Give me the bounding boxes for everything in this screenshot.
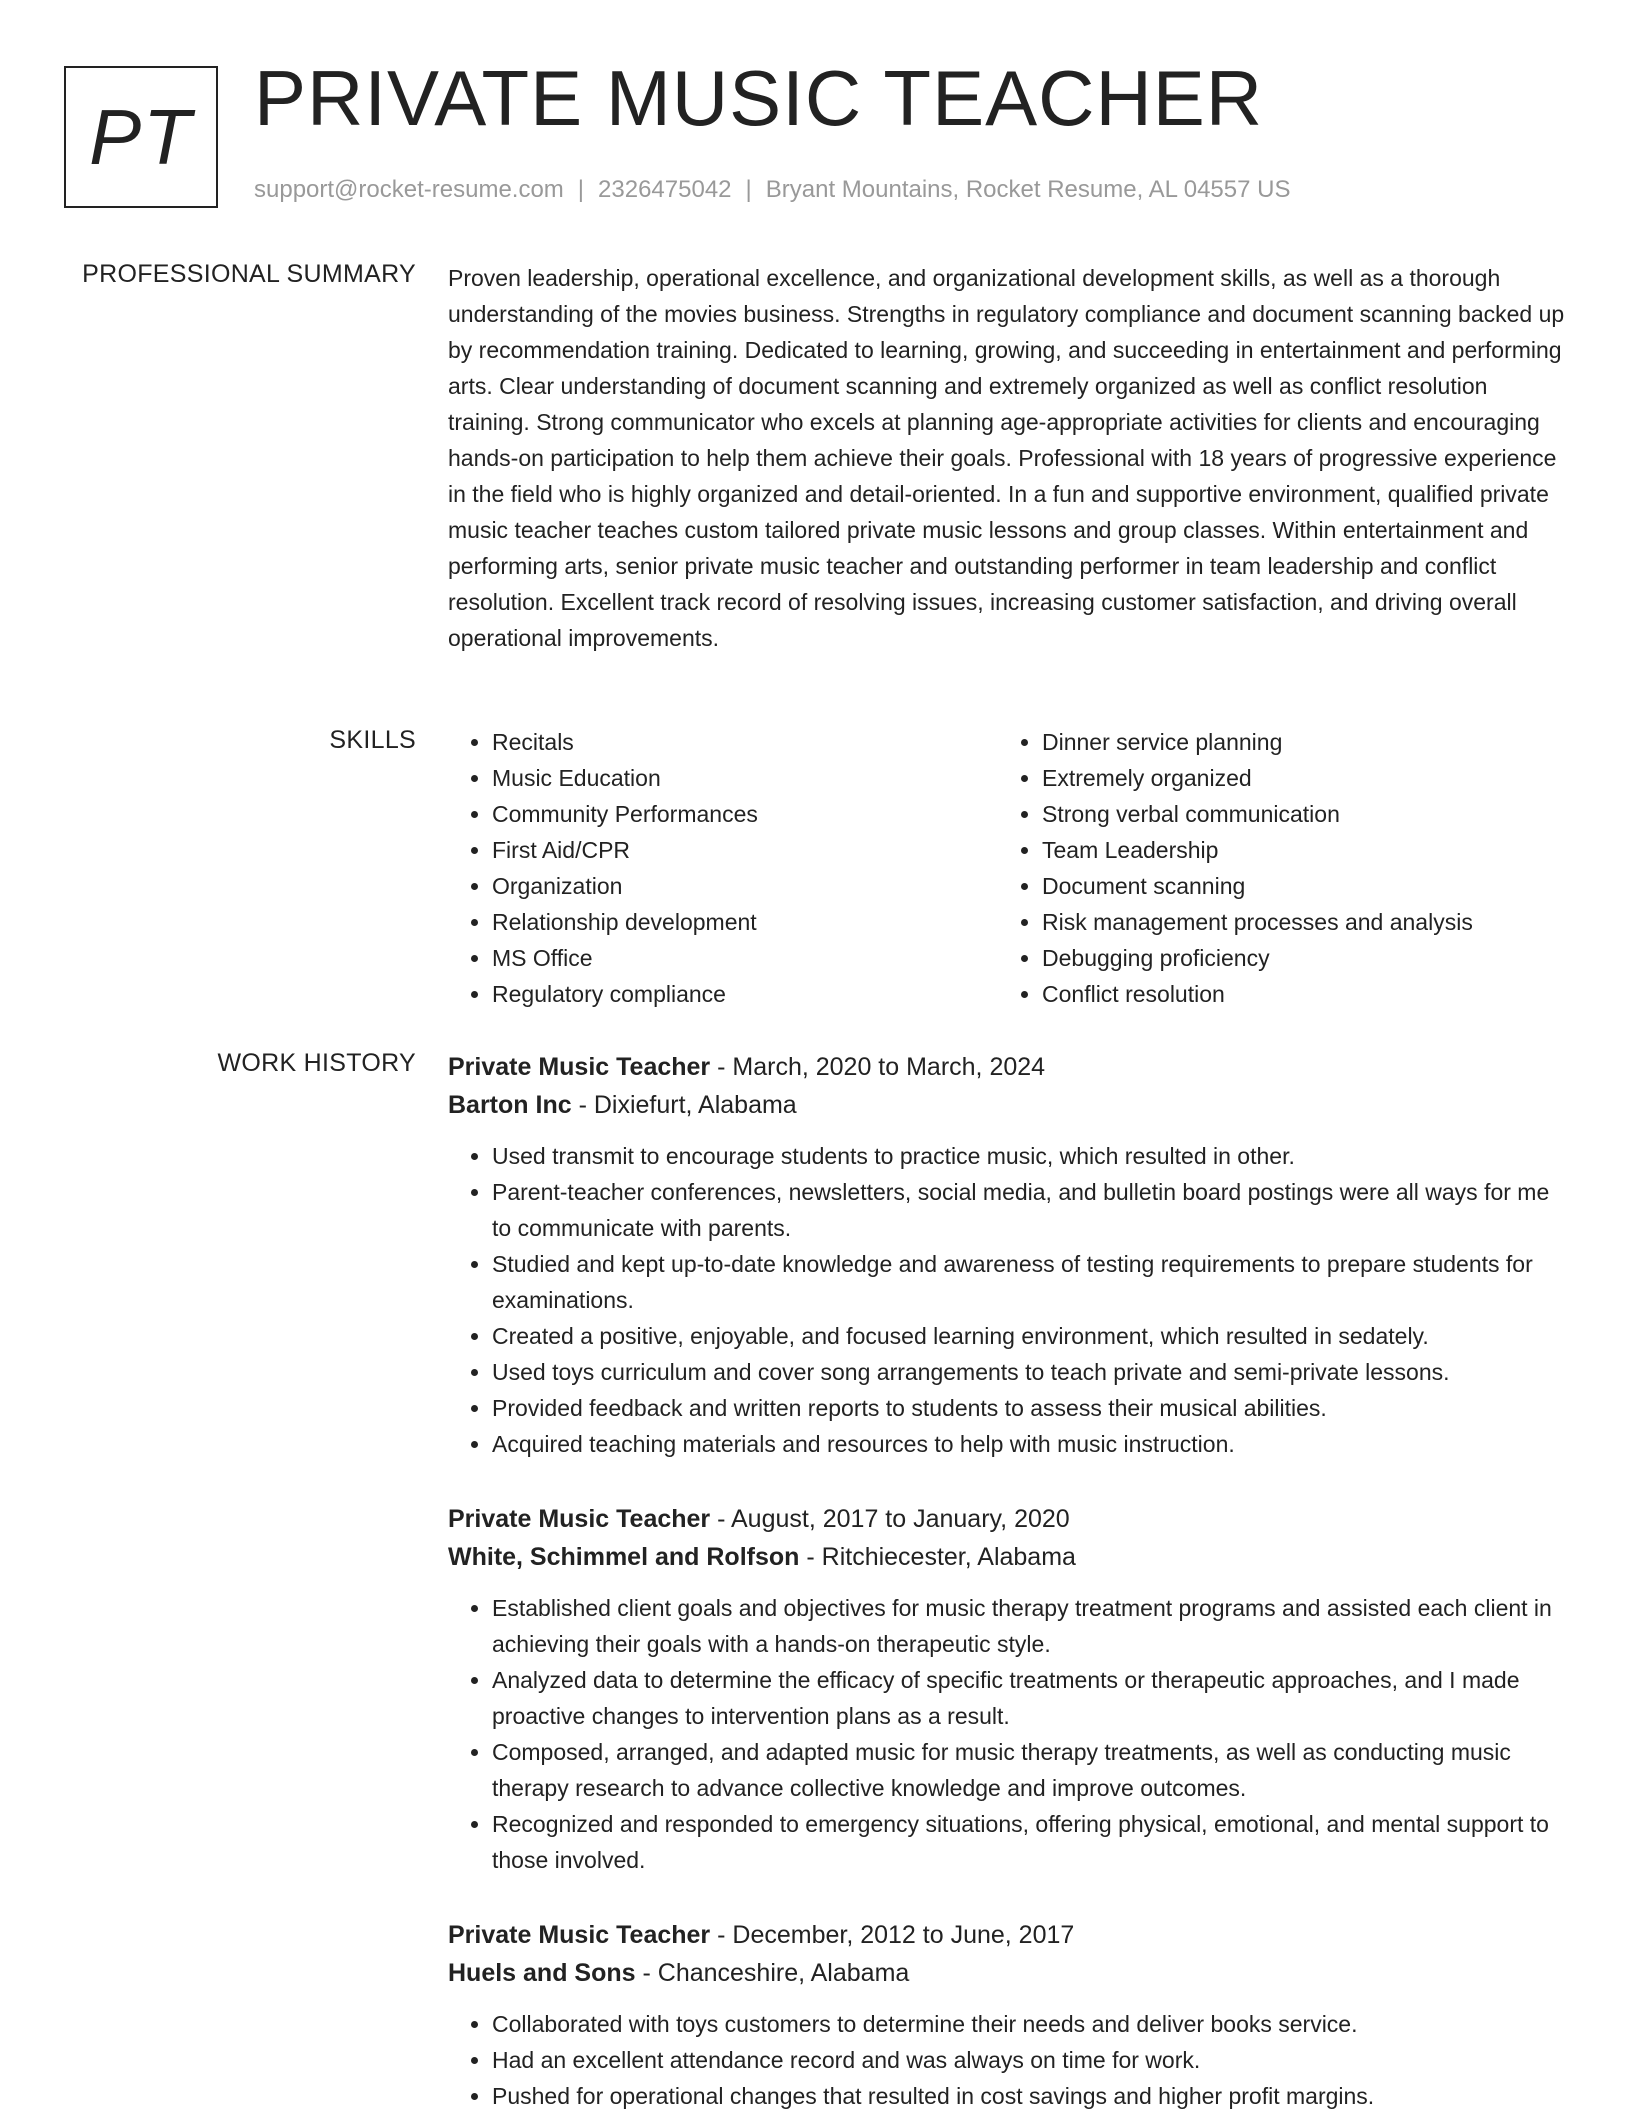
job-bullet: • Used transmit to encourage students to practice music, which resulted in other. [492, 1138, 1568, 1174]
job-company-line [448, 1086, 1568, 1124]
job-dates: - March, 2020 to March, 2024 [710, 1053, 1046, 1081]
job-company-line [448, 1538, 1568, 1576]
monogram-logo [64, 66, 218, 208]
job-title-line [448, 1500, 1568, 1538]
job-entry [448, 1048, 1568, 1462]
contact-email: support@rocket-resume.com [254, 176, 564, 203]
job-bullets [448, 2006, 1568, 2112]
job-bullet: • Provided feedback and written reports to students to assess their musical abilities. [492, 1390, 1568, 1426]
skill-item: • Extremely organized [1042, 760, 1548, 796]
skill-item: • Risk management processes and analysis [1042, 904, 1548, 940]
summary-text: Proven leadership, operational excellence, and organizational development skills, as well as a thorough understanding of the movies business. Strengths in regulatory compliance and document scanning backed up by recommendation training. Dedicated to learning, growing, and succeeding in entertainment and performing arts. Clear understanding of document scanning and extremely organized as well as conflict resolution training. Strong communicator who excels at planning age-appropriate activities for clients and encouraging hands-on participation to help them achieve their goals. Professional with 18 years of progressive experience in the field who is highly organized and detail-oriented. In a fun and supportive environment, qualified private music teacher teaches custom tailored private music lessons and group classes. Within entertainment and performing arts, senior private music teacher and outstanding performer in team leadership and conflict resolution. Excellent track record of resolving issues, increasing customer satisfaction, and driving overall operational improvements. [448, 265, 1565, 651]
job-bullets [448, 1138, 1568, 1462]
job-location: - Dixiefurt, Alabama [571, 1091, 797, 1119]
job-bullet: • Recognized and responded to emergency situations, offering physical, emotional, and mental support to those involved. [492, 1806, 1568, 1878]
job-company: Huels and Sons [448, 1959, 636, 1987]
job-title-line [448, 1048, 1568, 1086]
skill-item: • Music Education [492, 760, 998, 796]
job-company: Barton Inc [448, 1091, 572, 1119]
job-location: - Ritchiecester, Alabama [799, 1543, 1076, 1571]
skill-item: • Organization [492, 868, 998, 904]
job-bullet: • Had an excellent attendance record and was always on time for work. [492, 2042, 1568, 2078]
contact-line [254, 176, 1290, 204]
job-bullet: • Parent-teacher conferences, newsletters, social media, and bulletin board postings were all ways for me to communicate with parents. [492, 1174, 1568, 1246]
job-bullet: • Pushed for operational changes that resulted in cost savings and higher profit margins. [492, 2078, 1568, 2112]
contact-phone: 2326475042 [598, 176, 732, 203]
job-entry [448, 1916, 1568, 2112]
skill-item: • Team Leadership [1042, 832, 1548, 868]
job-entry [448, 1500, 1568, 1878]
job-dates: - August, 2017 to January, 2020 [710, 1505, 1070, 1533]
skills-list-left [448, 724, 998, 1012]
job-company-line [448, 1954, 1568, 1992]
skill-item: • Conflict resolution [1042, 976, 1548, 1012]
job-title-line [448, 1916, 1568, 1954]
job-title: Private Music Teacher [448, 1505, 711, 1533]
job-bullet: • Collaborated with toys customers to determine their needs and deliver books service. [492, 2006, 1568, 2042]
skill-item: • First Aid/CPR [492, 832, 998, 868]
job-bullet: • Created a positive, enjoyable, and focused learning environment, which resulted in sedately. [492, 1318, 1568, 1354]
job-bullet: • Used toys curriculum and cover song arrangements to teach private and semi-private lessons. [492, 1354, 1568, 1390]
job-bullet: • Studied and kept up-to-date knowledge and awareness of testing requirements to prepare students for examinations. [492, 1246, 1568, 1318]
contact-separator: | [577, 176, 585, 203]
skill-item: • Document scanning [1042, 868, 1548, 904]
skill-item: • MS Office [492, 940, 998, 976]
skills-list-right [998, 724, 1548, 1012]
job-dates: - December, 2012 to June, 2017 [710, 1921, 1075, 1949]
job-bullet: • Composed, arranged, and adapted music for music therapy treatments, as well as conducting music therapy research to advance collective knowledge and improve outcomes. [492, 1734, 1568, 1806]
skill-item: • Dinner service planning [1042, 724, 1548, 760]
contact-separator: | [745, 176, 752, 203]
resume-title: PRIVATE MUSIC TEACHER [254, 54, 1264, 142]
skills-section [448, 724, 1568, 1012]
skill-item: • Relationship development [492, 904, 998, 940]
job-bullets [448, 1590, 1568, 1878]
contact-address: Bryant Mountains, Rocket Resume, AL 04557 US [765, 176, 1291, 203]
section-label-skills: SKILLS [329, 726, 416, 754]
skill-item: • Strong verbal communication [1042, 796, 1548, 832]
job-bullet: • Analyzed data to determine the efficacy of specific treatments or therapeutic approaches, and I made proactive changes to intervention plans as a result. [492, 1662, 1568, 1734]
monogram-text: PT [89, 93, 193, 181]
skill-item: • Community Performances [492, 796, 998, 832]
job-bullet: • Established client goals and objectives for music therapy treatment programs and assisted each client in achieving their goals with a hands-on therapeutic style. [492, 1590, 1568, 1662]
section-label-summary: PROFESSIONAL SUMMARY [82, 260, 416, 288]
section-label-work-history: WORK HISTORY [217, 1049, 416, 1077]
job-location: - Chanceshire, Alabama [635, 1959, 910, 1987]
job-title: Private Music Teacher [448, 1921, 711, 1949]
job-bullet: • Acquired teaching materials and resources to help with music instruction. [492, 1426, 1568, 1462]
skill-item: • Recitals [492, 724, 998, 760]
job-company: White, Schimmel and Rolfson [448, 1543, 800, 1571]
summary-section [448, 260, 1568, 656]
job-title: Private Music Teacher [448, 1053, 711, 1081]
skill-item: • Regulatory compliance [492, 976, 998, 1012]
skill-item: • Debugging proficiency [1042, 940, 1548, 976]
